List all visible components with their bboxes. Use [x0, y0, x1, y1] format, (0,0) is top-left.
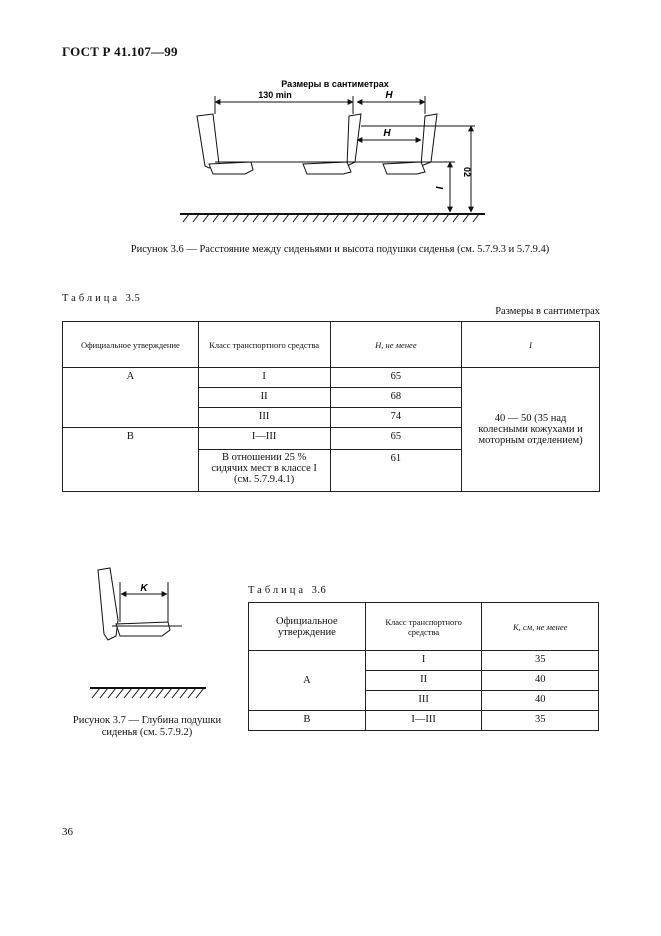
table-cell: 40: [482, 671, 599, 691]
dim-k-label: K: [140, 583, 148, 594]
table-header-cell: Официальное утверждение: [249, 603, 366, 651]
table-cell-group-a: A: [249, 651, 366, 711]
dim-130-label: 130 min: [258, 90, 292, 100]
table-3-5: [62, 321, 600, 492]
table-3-5-label: [62, 293, 140, 304]
figure-3-7-seat-depth-diagram: [88, 564, 208, 704]
table-cell-group-b: B: [63, 428, 199, 492]
table-label-word: Таблица: [62, 293, 121, 304]
table-cell: I: [365, 651, 482, 671]
table-cell-i-value: 40 — 50 (35 над колесными кожухами и моторным отделением): [462, 368, 600, 492]
table-header-cell: I: [462, 322, 600, 368]
table-cell: 65: [330, 428, 462, 450]
table-cell: II: [365, 671, 482, 691]
figure-3-7-caption: Рисунок 3.7 — Глубина подушки сиденья (см. 5.7.9.2): [72, 715, 222, 738]
table-cell: II: [198, 388, 330, 408]
table-cell: III: [198, 408, 330, 428]
page-number: 36: [62, 826, 73, 838]
table-cell: 74: [330, 408, 462, 428]
table-3-6: [248, 602, 599, 731]
table-label-number: 3.5: [125, 293, 141, 304]
table-3-6-label: [248, 585, 326, 596]
table-header-cell: Класс транспортного средства: [365, 603, 482, 651]
table-cell: I—III: [365, 711, 482, 731]
dim-i-label: I: [435, 186, 446, 190]
table-cell: 35: [482, 651, 599, 671]
dim-h-mid-label: H: [383, 128, 391, 139]
table-cell: III: [365, 691, 482, 711]
table-cell: 35: [482, 711, 599, 731]
figure-3-6-caption: Рисунок 3.6 — Расстояние между сиденьями и высота подушки сиденья (см. 5.7.9.3 и 5.7.9.4): [130, 244, 550, 255]
dim-h-top-label: H: [385, 90, 393, 101]
table-cell: I: [198, 368, 330, 388]
table-3-5-units: Размеры в сантиметрах: [495, 306, 600, 317]
table-cell: 65: [330, 368, 462, 388]
dim-02-label: 02: [462, 166, 472, 178]
table-label-number: 3.6: [311, 585, 327, 596]
table-header-cell: Официальное утверждение: [63, 322, 199, 368]
table-cell: В отношении 25 % сидячих мест в классе I (см. 5.7.9.4.1): [198, 450, 330, 492]
table-header-cell: Класс транспортного средства: [198, 322, 330, 368]
table-header-cell: H, не менее: [330, 322, 462, 368]
table-cell: 40: [482, 691, 599, 711]
units-note: Размеры в сантиметрах: [281, 79, 389, 89]
table-cell: I—III: [198, 428, 330, 450]
table-cell: 68: [330, 388, 462, 408]
table-cell: 61: [330, 450, 462, 492]
figure-3-6-seat-spacing-diagram: [175, 76, 495, 226]
table-label-word: Таблица: [248, 585, 307, 596]
table-header-cell: K, см, не менее: [482, 603, 599, 651]
table-cell-group-b: B: [249, 711, 366, 731]
table-cell-group-a: A: [63, 368, 199, 428]
document-code: ГОСТ Р 41.107—99: [62, 44, 178, 59]
